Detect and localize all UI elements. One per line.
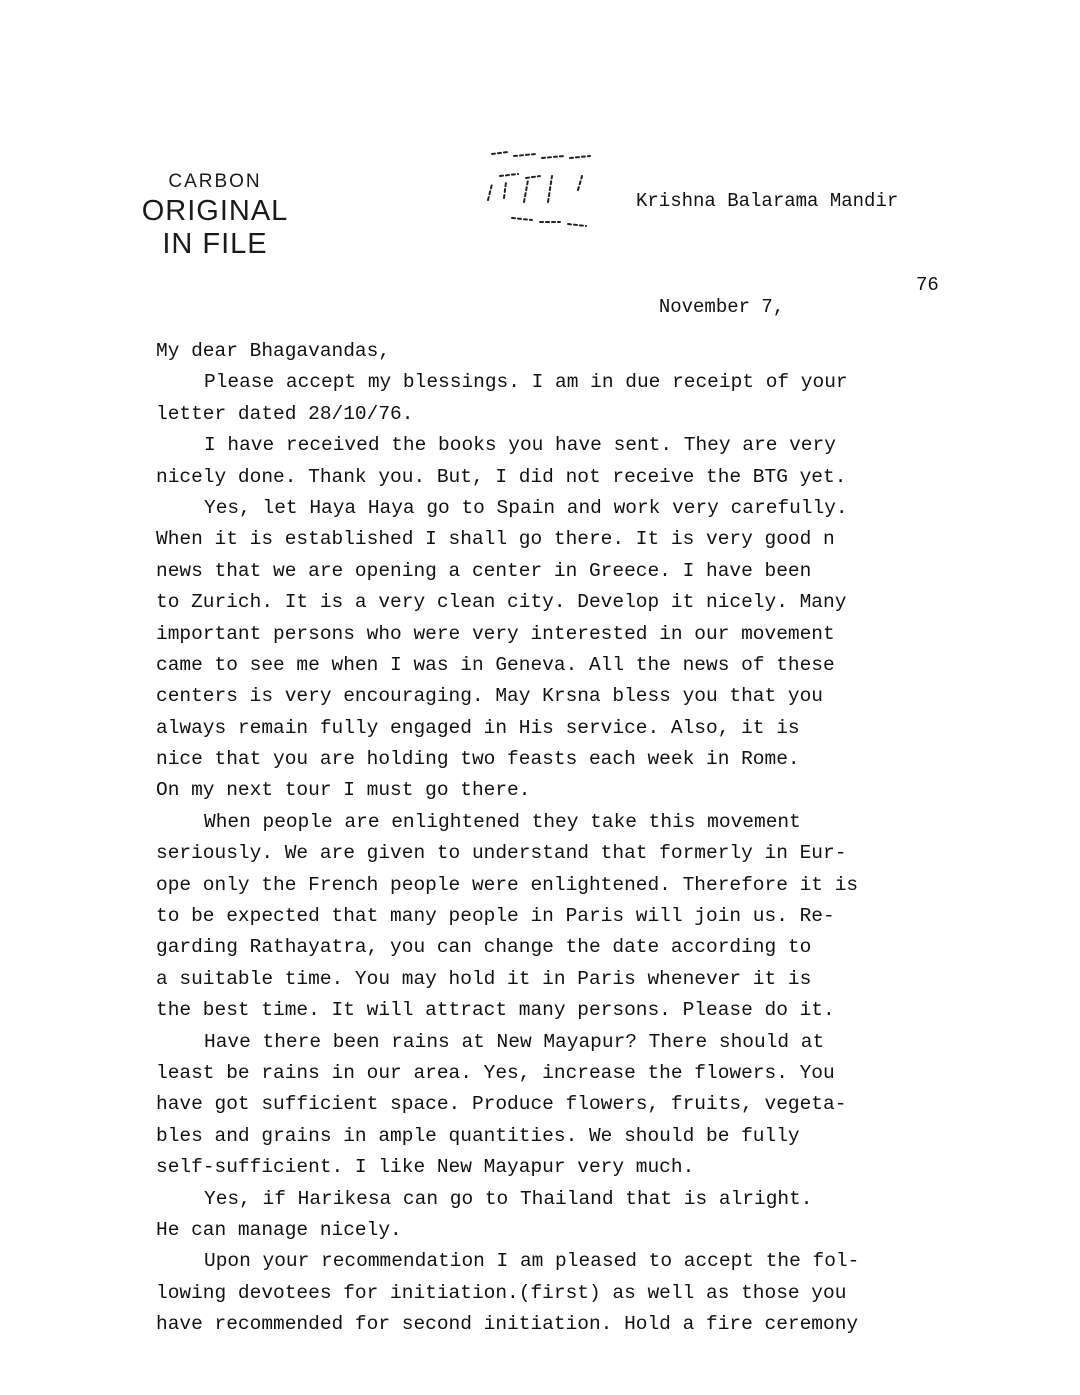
letter-line: self-sufficient. I like New Mayapur very much. [156, 1156, 695, 1179]
letter-line: bles and grains in ample quantities. We should be fully [156, 1124, 800, 1147]
letter-line: nice that you are holding two feasts each week in Rome. [156, 748, 800, 771]
letter-line: news that we are opening a center in Greece. I have been [156, 559, 812, 582]
date-month-day: November 7, [658, 296, 785, 318]
letter-line: garding Rathayatra, you can change the date according to [156, 936, 812, 959]
letter-line: I have received the books you have sent. They are very [204, 434, 836, 457]
letter-line: Please accept my blessings. I am in due receipt of your [204, 371, 848, 394]
letter-line: have got sufficient space. Produce flowers, fruits, vegeta- [156, 1093, 847, 1116]
stamp-line-in-file: IN FILE [162, 228, 268, 260]
letter-line: When people are enlightened they take this movement [204, 810, 801, 833]
letter-line: On my next tour I must go there. [156, 779, 531, 802]
letter-line: Have there been rains at New Mayapur? There should at [204, 1030, 825, 1053]
letter-line: important persons who were very interested in our movement [156, 622, 835, 645]
letter-line: Upon your recommendation I am pleased to accept the fol- [204, 1250, 860, 1273]
letter-line: to Zurich. It is a very clean city. Develop it nicely. Many [156, 591, 847, 614]
letter-line: least be rains in our area. Yes, increase the flowers. You [156, 1061, 835, 1084]
letter-line: have recommended for second initiation. Hold a fire ceremony [156, 1313, 859, 1336]
carbon-original-stamp [140, 172, 290, 259]
letter-line: seriously. We are given to understand that formerly in Eur- [156, 842, 847, 865]
letter-line: He can manage nicely. [156, 1218, 402, 1241]
letter-line: ope only the French people were enlightened. Therefore it is [156, 873, 859, 896]
letter-line: Yes, if Harikesa can go to Thailand that is alright. [204, 1187, 813, 1210]
letter-line: lowing devotees for initiation.(first) as well as those you [156, 1281, 847, 1304]
stamp-line-carbon: CARBON [168, 171, 262, 192]
stamp-line-original: ORIGINAL [141, 195, 289, 227]
letter-place: Krishna Balarama Mandir [636, 190, 899, 212]
salutation: My dear Bhagavandas, [156, 340, 391, 362]
letter-line: nicely done. Thank you. But, I did not receive the BTG yet. [156, 465, 847, 488]
letter-line: letter dated 28/10/76. [156, 402, 414, 425]
handwritten-mark [478, 146, 598, 236]
letter-line: the best time. It will attract many persons. Please do it. [156, 999, 835, 1022]
letter-line: always remain fully engaged in His service. Also, it is [156, 716, 800, 739]
letter-line: centers is very encouraging. May Krsna bless you that you [156, 685, 824, 708]
letter-line: a suitable time. You may hold it in Paris whenever it is [156, 967, 812, 990]
date-year: 76 [916, 274, 939, 296]
letter-line: came to see me when I was in Geneva. All the news of these [156, 653, 835, 676]
letter-body [156, 336, 956, 1341]
letter-date [636, 274, 939, 340]
letter-line: When it is established I shall go there. It is very good n [156, 528, 835, 551]
letter-line: to be expected that many people in Paris will join us. Re- [156, 905, 835, 928]
letter-line: Yes, let Haya Haya go to Spain and work very carefully. [204, 496, 848, 519]
